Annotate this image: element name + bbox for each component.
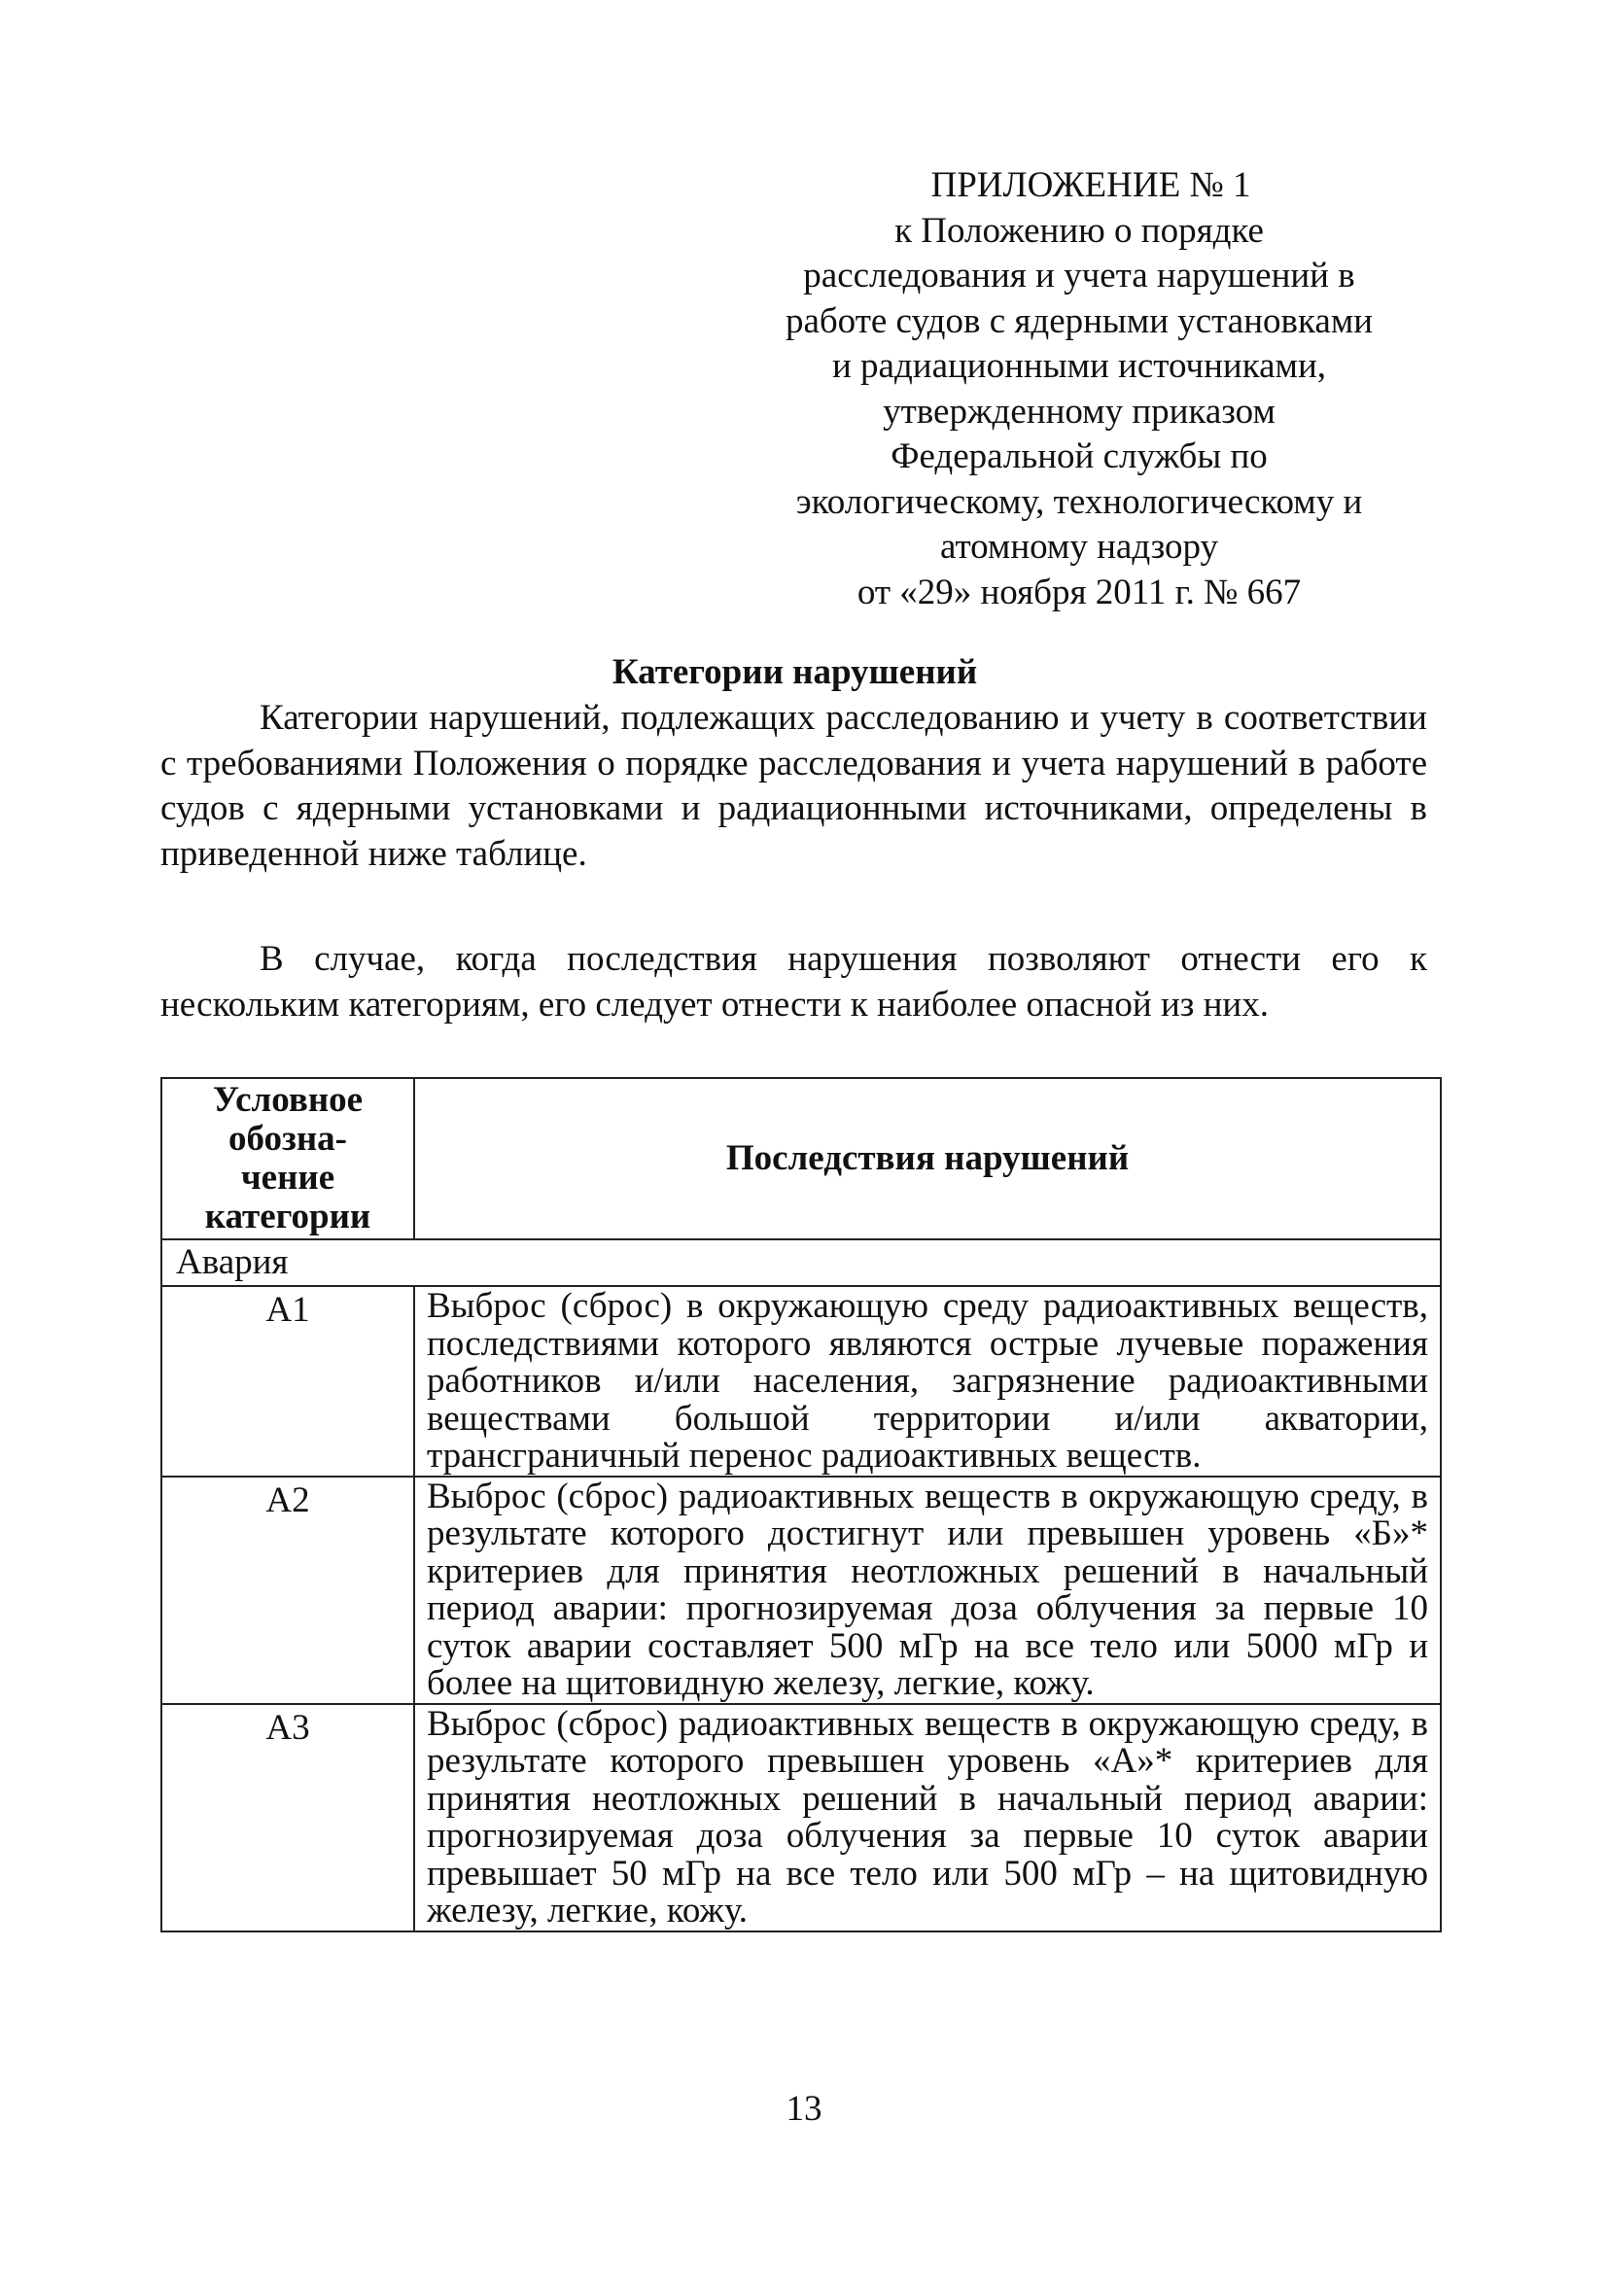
appendix-line: к Положению о порядке — [894, 210, 1264, 251]
category-description: Выброс (сброс) радиоактивных веществ в окружающую среду, в результате которого достигнут или превышен уровень «Б»* критериев для принятия неотложных решений в начальный период аварии: прогнозируемая доза облучения за первые 10 суток аварии составляет 500 мГр на все тело или 5000 мГр и более на щитовидную железу, легкие, кожу. — [414, 1477, 1441, 1704]
header-code — [161, 1078, 414, 1239]
appendix-line: от «29» ноября 2011 г. № 667 — [856, 572, 1302, 612]
appendix-title: ПРИЛОЖЕНИЕ № 1 — [930, 165, 1251, 205]
category-description: Выброс (сброс) в окружающую среду радиоактивных веществ, последствиями которого являются острые лучевые поражения работников и/или населения, загрязнение радиоактивными веществами большой территории и/или акватории, трансграничный перенос радиоактивных веществ. — [414, 1286, 1441, 1477]
category-code: А3 — [161, 1704, 414, 1931]
group-label: Авария — [161, 1239, 1441, 1286]
table-row — [161, 1286, 1441, 1477]
violation-categories-table — [160, 1077, 1442, 1932]
header-consequences: Последствия нарушений — [414, 1078, 1441, 1239]
appendix-line: утвержденному приказом — [883, 391, 1276, 432]
table-row — [161, 1477, 1441, 1704]
appendix-line: экологическому, технологическому и — [795, 481, 1363, 522]
appendix-line: и радиационными источниками, — [831, 346, 1326, 386]
header-code-line: категории — [204, 1197, 371, 1236]
table-row — [161, 1704, 1441, 1931]
section-title: Категории нарушений — [612, 652, 978, 692]
page-number: 13 — [786, 2089, 822, 2129]
appendix-header — [739, 163, 1419, 615]
header-code-line: обозна- — [227, 1119, 348, 1159]
header-code-line: Условное — [212, 1080, 364, 1120]
category-code: А2 — [161, 1477, 414, 1704]
category-code: А1 — [161, 1286, 414, 1477]
appendix-line: атомному надзору — [939, 527, 1219, 567]
table-header-row — [161, 1078, 1441, 1239]
appendix-line: работе судов с ядерными установками — [785, 300, 1374, 341]
appendix-line: Федеральной службы по — [891, 436, 1268, 476]
intro-paragraph: Категории нарушений, подлежащих расследованию и учету в соответствии с требованиями Положения о порядке расследования и учета нарушений в работе судов с ядерными установками и радиационными источниками, определены в приведенной ниже таблице. — [160, 698, 1427, 874]
group-row — [161, 1239, 1441, 1286]
category-description: Выброс (сброс) радиоактивных веществ в окружающую среду, в результате которого превышен уровень «А»* критериев для принятия неотложных решений в начальный период аварии: прогнозируемая доза облучения за первые 10 суток аварии превышает 50 мГр на все тело или 500 мГр – на щитовидную железу, легкие, кожу. — [414, 1704, 1441, 1931]
appendix-line: расследования и учета нарушений в — [803, 256, 1355, 296]
header-code-line: чение — [240, 1158, 335, 1198]
note-paragraph: В случае, когда последствия нарушения позволяют отнести его к нескольким категориям, его следует отнести к наиболее опасной из них. — [160, 939, 1427, 1025]
